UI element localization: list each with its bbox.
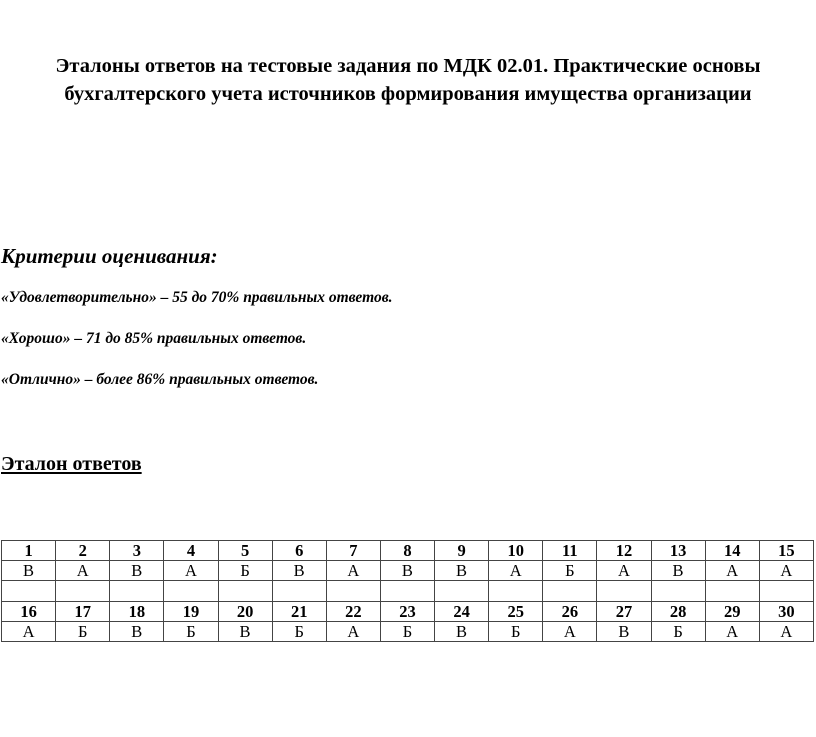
- empty-cell: [489, 581, 543, 602]
- empty-cell: [164, 581, 218, 602]
- question-number-cell: 3: [110, 541, 164, 561]
- question-number-cell: 10: [489, 541, 543, 561]
- answer-cell: А: [759, 622, 813, 642]
- question-number-cell: 2: [56, 541, 110, 561]
- empty-cell: [597, 581, 651, 602]
- empty-cell: [2, 581, 56, 602]
- criteria-excellent: «Отлично» – более 86% правильных ответов.: [1, 371, 319, 388]
- criteria-satisfactory: «Удовлетворительно» – 55 до 70% правильных ответов.: [1, 289, 393, 306]
- answer-cell: А: [543, 622, 597, 642]
- answer-cell: А: [705, 561, 759, 581]
- answer-cell: В: [2, 561, 56, 581]
- question-number-cell: 23: [380, 602, 434, 622]
- question-number-cell: 12: [597, 541, 651, 561]
- answer-cell: А: [2, 622, 56, 642]
- answer-cell: Б: [272, 622, 326, 642]
- question-number-cell: 19: [164, 602, 218, 622]
- question-number-cell: 8: [380, 541, 434, 561]
- answer-cell: Б: [56, 622, 110, 642]
- question-number-cell: 25: [489, 602, 543, 622]
- question-number-cell: 16: [2, 602, 56, 622]
- answers-row-1: [2, 561, 814, 581]
- empty-cell: [56, 581, 110, 602]
- question-number-cell: 4: [164, 541, 218, 561]
- question-number-cell: 14: [705, 541, 759, 561]
- document-title: [0, 52, 816, 108]
- answer-cell: А: [164, 561, 218, 581]
- criteria-heading: Критерии оценивания:: [1, 244, 218, 268]
- question-numbers-row-1: [2, 541, 814, 561]
- answer-cell: Б: [218, 561, 272, 581]
- answer-key-table: [1, 540, 814, 642]
- answer-cell: В: [597, 622, 651, 642]
- question-number-cell: 28: [651, 602, 705, 622]
- answer-cell: Б: [164, 622, 218, 642]
- answer-cell: А: [326, 622, 380, 642]
- answer-cell: А: [326, 561, 380, 581]
- question-number-cell: 27: [597, 602, 651, 622]
- answer-cell: В: [218, 622, 272, 642]
- answers-row-2: [2, 622, 814, 642]
- answer-cell: В: [110, 622, 164, 642]
- question-number-cell: 20: [218, 602, 272, 622]
- question-number-cell: 29: [705, 602, 759, 622]
- answer-cell: А: [489, 561, 543, 581]
- question-number-cell: 9: [435, 541, 489, 561]
- question-number-cell: 21: [272, 602, 326, 622]
- question-number-cell: 30: [759, 602, 813, 622]
- answer-cell: В: [435, 561, 489, 581]
- question-number-cell: 1: [2, 541, 56, 561]
- empty-row: [2, 581, 814, 602]
- answer-cell: В: [272, 561, 326, 581]
- question-number-cell: 5: [218, 541, 272, 561]
- answer-cell: А: [56, 561, 110, 581]
- empty-cell: [651, 581, 705, 602]
- question-number-cell: 15: [759, 541, 813, 561]
- question-number-cell: 6: [272, 541, 326, 561]
- answer-cell: В: [110, 561, 164, 581]
- empty-cell: [326, 581, 380, 602]
- answers-heading: Эталон ответов: [1, 453, 142, 475]
- question-number-cell: 22: [326, 602, 380, 622]
- question-number-cell: 11: [543, 541, 597, 561]
- criteria-good: «Хорошо» – 71 до 85% правильных ответов.: [1, 330, 307, 347]
- empty-cell: [380, 581, 434, 602]
- answer-cell: Б: [380, 622, 434, 642]
- empty-cell: [543, 581, 597, 602]
- title-line-1: Эталоны ответов на тестовые задания по МДК 02.01. Практические основы: [55, 55, 761, 77]
- answer-cell: В: [435, 622, 489, 642]
- answer-cell: Б: [543, 561, 597, 581]
- question-number-cell: 17: [56, 602, 110, 622]
- question-numbers-row-2: [2, 602, 814, 622]
- question-number-cell: 26: [543, 602, 597, 622]
- answer-cell: А: [597, 561, 651, 581]
- question-number-cell: 7: [326, 541, 380, 561]
- answer-cell: В: [380, 561, 434, 581]
- empty-cell: [218, 581, 272, 602]
- answer-cell: А: [759, 561, 813, 581]
- answer-cell: Б: [651, 622, 705, 642]
- answer-cell: Б: [489, 622, 543, 642]
- empty-cell: [435, 581, 489, 602]
- empty-cell: [759, 581, 813, 602]
- empty-cell: [705, 581, 759, 602]
- title-line-2: бухгалтерского учета источников формирования имущества организации: [64, 83, 752, 105]
- answer-cell: А: [705, 622, 759, 642]
- question-number-cell: 18: [110, 602, 164, 622]
- empty-cell: [110, 581, 164, 602]
- answer-cell: В: [651, 561, 705, 581]
- question-number-cell: 24: [435, 602, 489, 622]
- empty-cell: [272, 581, 326, 602]
- question-number-cell: 13: [651, 541, 705, 561]
